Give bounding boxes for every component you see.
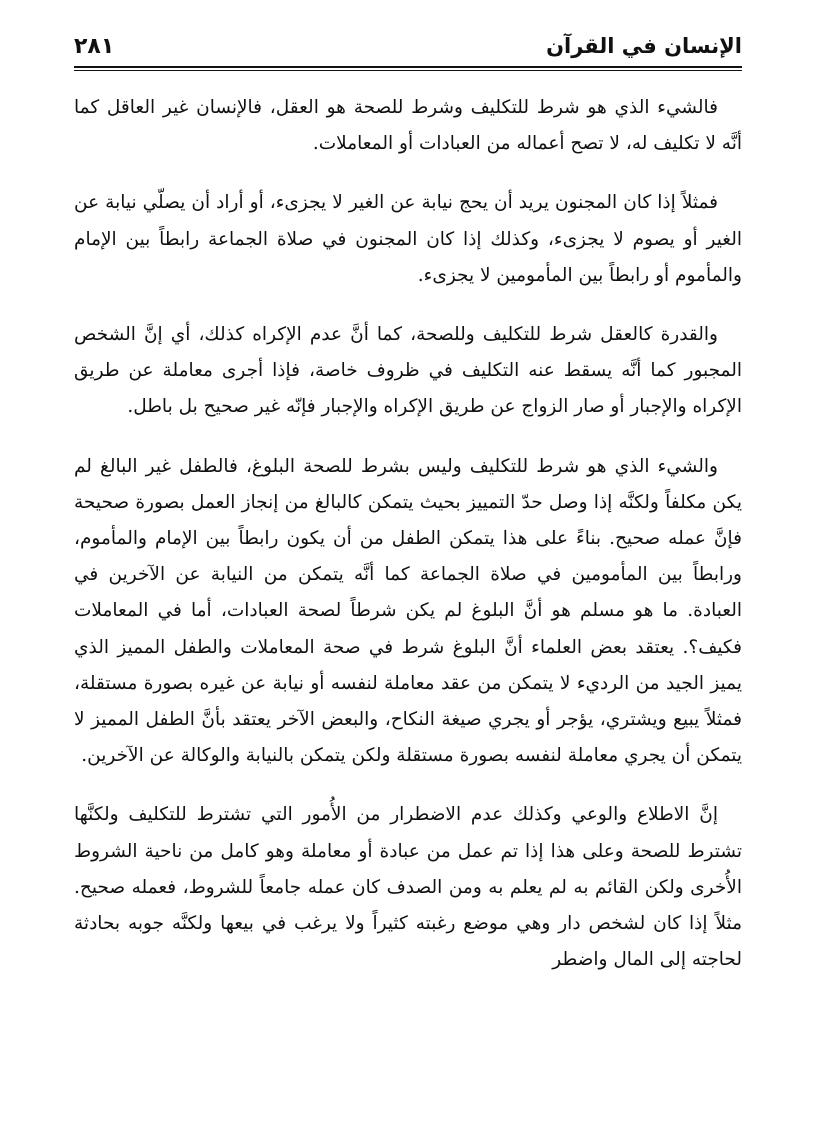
body-text	[74, 90, 742, 1001]
page-number: ٢٨١	[74, 33, 115, 59]
paragraph: فالشيء الذي هو شرط للتكليف وشرط للصحة هو العقل، فالإنسان غير العاقل كما أنَّه لا تكليف له، لا تصح أعماله من العبادات أو المعاملات.	[74, 97, 742, 155]
page-header	[74, 26, 742, 66]
paragraph: والشيء الذي هو شرط للتكليف وليس بشرط للصحة البلوغ، فالطفل غير البالغ لم يكن مكلفاً ولكنَّه إذا وصل حدّ التمييز بحيث يتمكن كالبالغ من إنجاز العمل بصورة صحيحة فإنَّ عمله صحيح. بناءً على هذا يتمكن الطفل من أن يكون رابطاً بين الإمام والمأموم، ورابطاً بين المأمومين في صلاة الجماعة كما أنَّه يتمكن من النيابة عن الآخرين في العبادة. ما هو مسلم هو أنَّ البلوغ لم يكن شرطاً لصحة العبادات، أما في المعاملات فكيف؟. يعتقد بعض العلماء أنَّ البلوغ شرط في صحة المعاملات والطفل المميز الذي يميز الجيد من الرديء لا يتمكن من عقد معاملة لنفسه أو نيابة عن غيره بصورة مستقلة، فمثلاً يبيع ويشتري، يؤجر أو يجري صيغة النكاح، والبعض الآخر يعتقد بأنَّ الطفل المميز لا يتمكن أن يجري معاملة لنفسه بصورة مستقلة ولكن يتمكن بالنيابة والوكالة عن الآخرين.	[74, 455, 742, 767]
paragraph: فمثلاً إذا كان المجنون يريد أن يحج نيابة عن الغير لا يجزىء، أو أراد أن يصلّي نيابة عن الغير أو يصوم لا يجزىء، وكذلك إذا كان المجنون في صلاة الجماعة رابطاً بين الإمام والمأموم أو رابطاً بين المأمومين لا يجزىء.	[74, 192, 742, 286]
paragraph: إنَّ الاطلاع والوعي وكذلك عدم الاضطرار من الأُمور التي تشترط للتكليف ولكنَّها تشترط للصحة وعلى هذا إذا تم عمل من عبادة أو معاملة وهو كامل من ناحية الشروط الأُخرى ولكن القائم به لم يعلم به ومن الصدف كان عمله جامعاً للشروط، فعمله صحيح. مثلاً إذا كان لشخص دار وهي موضع رغبته كثيراً ولا يرغب في بيعها ولكنَّه جوبه بحادثة لحاجته إلى المال واضطر	[74, 804, 742, 971]
paragraph: والقدرة كالعقل شرط للتكليف وللصحة، كما أنَّ عدم الإكراه كذلك، أي إنَّ الشخص المجبور كما أنَّه يسقط عنه التكليف في ظروف خاصة، فإذا أجرى معاملة عن طريق الإكراه والإجبار أو صار الزواج عن طريق الإكراه والإجبار فإنّه غير صحيح بل باطل.	[74, 324, 742, 418]
header-rule	[74, 66, 742, 68]
running-title: الإنسان في القرآن	[546, 34, 742, 58]
header-rule-thin	[74, 70, 742, 71]
